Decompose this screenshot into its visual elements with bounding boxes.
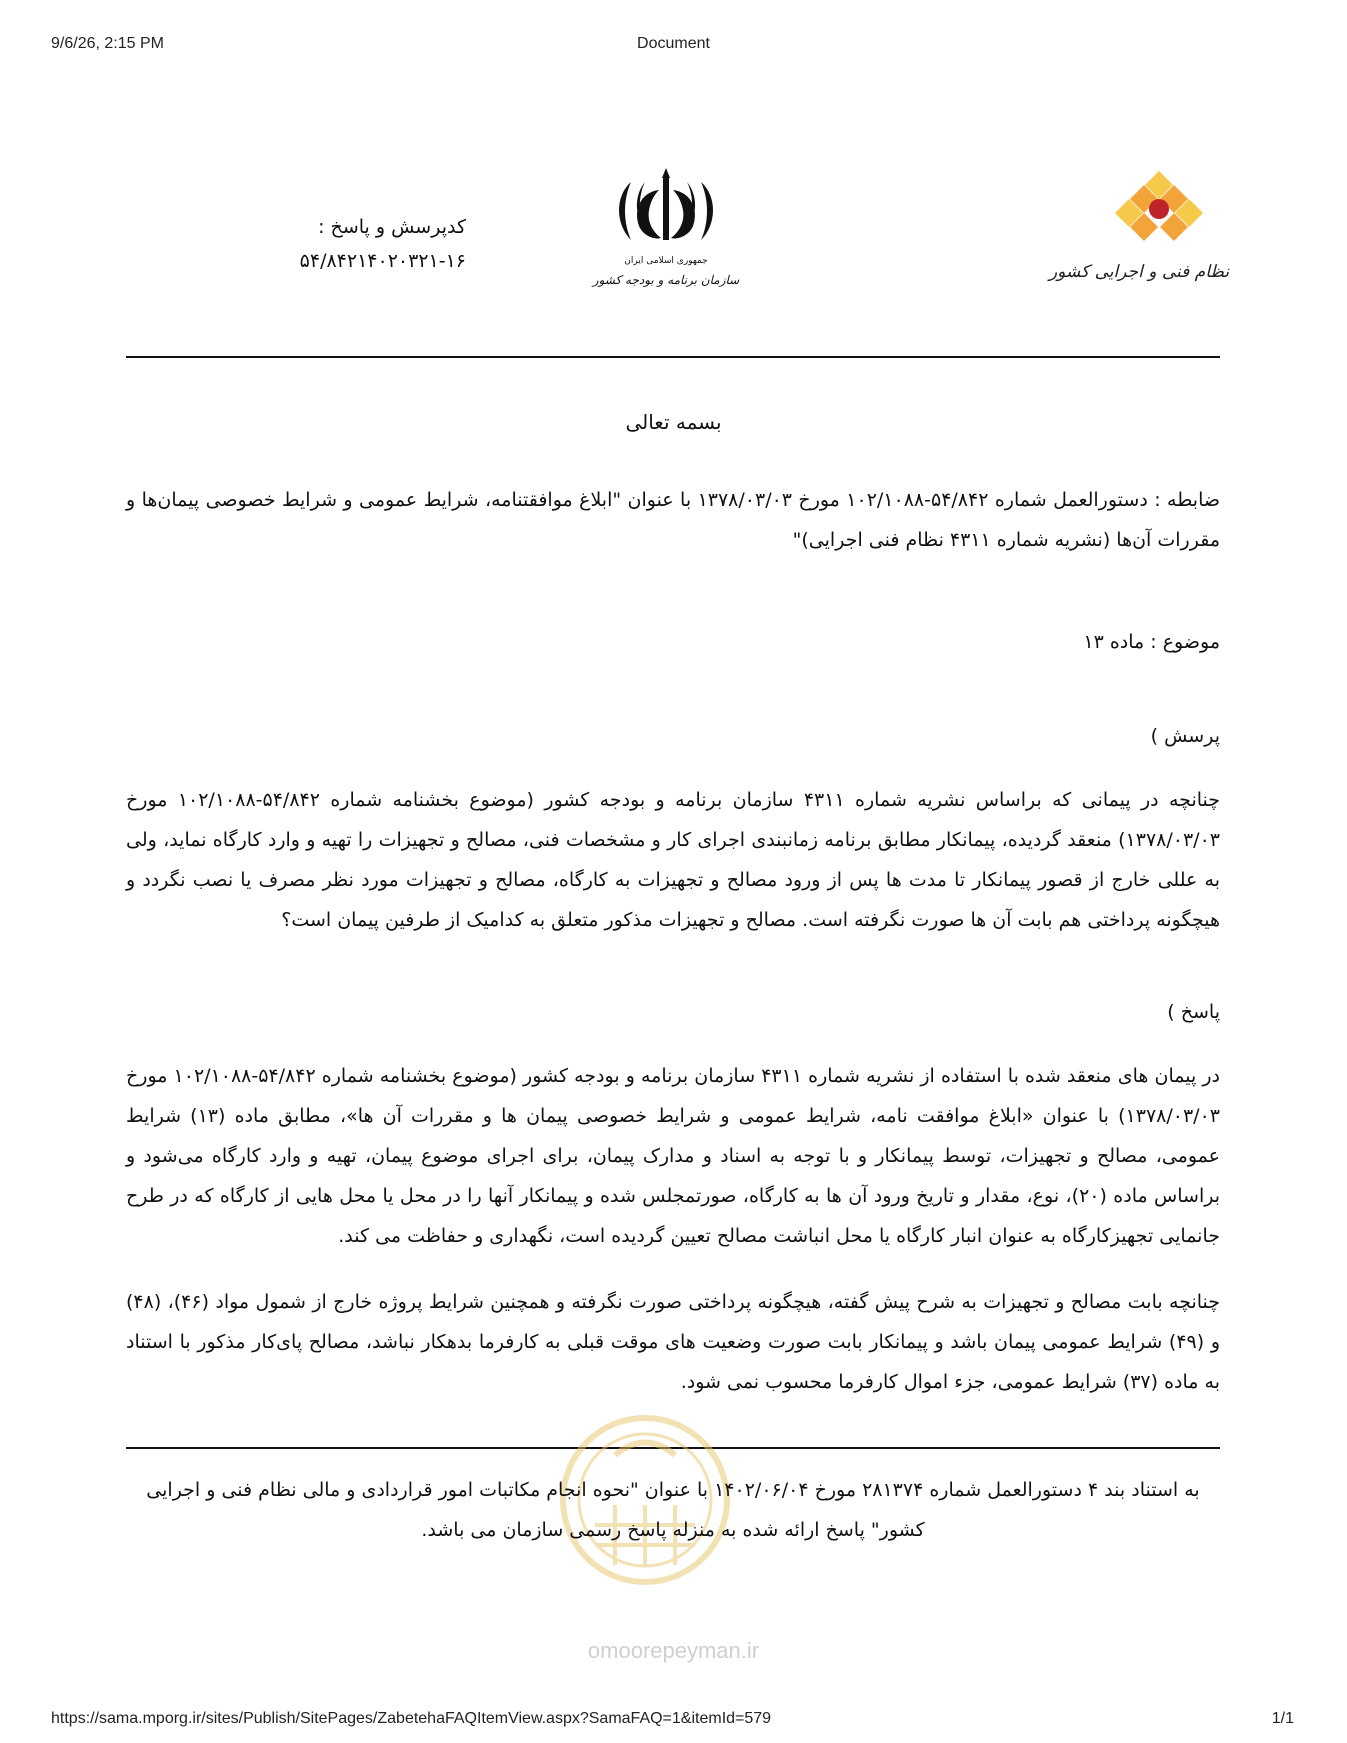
watermark-text: omoorepeyman.ir xyxy=(587,1638,760,1663)
answer-paragraph-2: چنانچه بابت مصالح و تجهیزات به شرح پیش گفته، هیچگونه پرداختی صورت نگرفته و همچنین شرایط پروژه خارج از شمول مواد (۴۶)، (۴۸) و (۴۹) شرایط عمومی پیمان باشد و پیمانکار بابت صورت وضعیت های موقت قبلی به کارفرما بدهکار نباشد، مصالح پای‌کار مذکور با استناد به ماده (۳۷) شرایط عمومی، جزء اموال کارفرما محسوب نمی شود. xyxy=(126,1291,1221,1393)
code-label: کدپرسش و پاسخ : xyxy=(318,216,466,238)
code-value: ۵۴/۸۴۲۱۴۰۲۰۳۲۱-۱۶ xyxy=(299,250,466,272)
answer-label: پاسخ ) xyxy=(1167,1001,1220,1023)
letterhead xyxy=(126,150,1230,340)
footnote: به استناد بند ۴ دستورالعمل شماره ۲۸۱۳۷۴ مورخ ۱۴۰۲/۰۶/۰۴ با عنوان "نحوه انجام مکاتبات امور قراردادی و مالی نظام فنی و اجرایی کشور" پاسخ ارائه شده به منزله پاسخ رسمی سازمان می باشد. xyxy=(146,1479,1200,1541)
print-url[interactable]: https://sama.mporg.ir/sites/Publish/SitePages/ZabetehaFAQItemView.aspx?SamaFAQ=1&itemId=579 xyxy=(51,1710,772,1727)
nezam-logo-text: نظام فنی و اجرایی کشور xyxy=(1048,262,1230,282)
header-divider xyxy=(126,356,1220,358)
subject-line: موضوع : ماده ۱۳ xyxy=(1083,631,1220,653)
emblem-line1: جمهوری اسلامی ایران xyxy=(624,256,708,266)
print-page-number: 1/1 xyxy=(1271,1710,1294,1727)
zabeteh-paragraph: ضابطه : دستورالعمل شماره ۵۴/۸۴۲-۱۰۲/۱۰۸۸ مورخ ۱۳۷۸/۰۳/۰۳ با عنوان "ابلاغ موافقتنامه، شرایط عمومی و شرایط خصوصی پیمان‌ها و مقررات آن‌ها (نشریه شماره ۴۳۱۱ نظام فنی اجرایی)" xyxy=(126,489,1221,551)
print-date: 9/6/26, 2:15 PM xyxy=(51,35,164,52)
code-block xyxy=(226,210,466,278)
answer-paragraph-1: در پیمان های منعقد شده با استفاده از نشریه شماره ۴۳۱۱ سازمان برنامه و بودجه کشور (موضوع بخشنامه شماره ۵۴/۸۴۲-۱۰۲/۱۰۸۸ مورخ ۱۳۷۸/۰۳/۰۳) با عنوان «ابلاغ موافقت نامه، شرایط عمومی و شرایط خصوصی پیمان ها و مقررات آن ها»، مطابق ماده (۱۳) شرایط عمومی، مصالح و تجهیزات، توسط پیمانکار و با توجه به اسناد و مدارک پیمان، برای اجرای موضوع پیمان، تهیه و وارد کارگاه می‌شود و براساس ماده (۲۰)، نوع، مقدار و تاریخ ورود آن ها به کارگاه، صورتمجلس شده و پیمانکار آنها را در محل یا محل هایی از کارگاه که در طرح جانمایی تجهیزکارگاه به عنوان انبار کارگاه یا محل انباشت مصالح تعیین گردیده است، نگهداری و حفاظت می کند. xyxy=(126,1065,1221,1247)
print-title: Document xyxy=(637,35,710,52)
iran-emblem-icon xyxy=(592,160,740,310)
emblem-line2: سازمان برنامه و بودجه کشور xyxy=(592,273,740,287)
question-label: پرسش ) xyxy=(1150,725,1220,747)
bismillah: بسمه تعالی xyxy=(625,410,722,434)
question-paragraph: چنانچه در پیمانی که براساس نشریه شماره ۴۳۱۱ سازمان برنامه و بودجه کشور (موضوع بخشنامه شماره ۵۴/۸۴۲-۱۰۲/۱۰۸۸ مورخ ۱۳۷۸/۰۳/۰۳) منعقد گردیده، پیمانکار مطابق برنامه زمانبندی اجرای کار و مشخصات فنی، مصالح و تجهیزات را تهیه و وارد کارگاه نماید، ولی به عللی خارج از قصور پیمانکار تا مدت ها پس از ورود مصالح و تجهیزات به کارگاه، مصالح و تجهیزات مورد نظر مصرف یا نصب نگردد و هیچگونه پرداختی هم بابت آن ها صورت نگرفته است. مصالح و تجهیزات مذکور متعلق به کدامیک از طرفین پیمان است؟ xyxy=(126,789,1221,931)
nezam-fani-logo-icon xyxy=(1048,165,1230,305)
